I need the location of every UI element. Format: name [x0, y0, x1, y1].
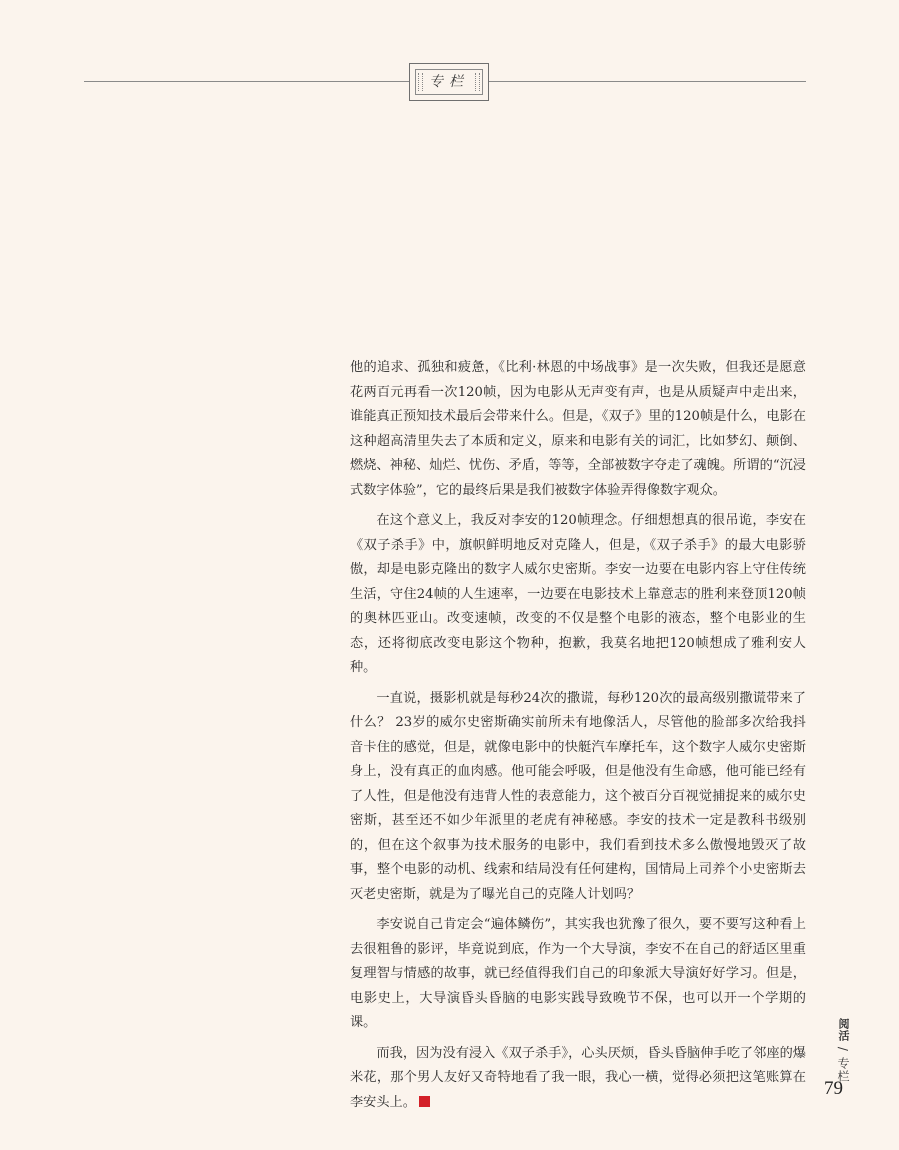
article-paragraph: 一直说，摄影机就是每秒24次的撒谎，每秒120次的最高级别撒谎带来了什么？ 23岁的威尔史密斯确实前所未有地像活人，尽管他的脸部多次给我抖音卡住的感觉，但是，就像电影中的快艇汽车摩托车，这个数字人威尔史密斯身上，没有真正的血肉感。他可能会呼吸，但是他没有生命感，他可能已经有了人性，但是他没有违背人性的表意能力，这个被百分百视觉捕捉来的威尔史密斯，甚至还不如少年派里的老虎有神秘感。李安的技术一定是教科书级别的，但在这个叙事为技术服务的电影中，我们看到技术多么傲慢地毁灭了故事，整个电影的动机、线索和结局没有任何建构，国情局上司养个小史密斯去灭老史密斯，就是为了曝光自己的克隆人计划吗？: [350, 690, 806, 902]
column-label-box: [409, 63, 489, 101]
page-number: 79: [824, 1078, 843, 1099]
article-paragraph: 李安说自己肯定会“遍体鳞伤”，其实我也犹豫了很久，要不要写这种看上去很粗鲁的影评，毕竟说到底，作为一个大导演，李安不在自己的舒适区里重复理智与情感的故事，就已经值得我们自己的印象派大导演好好学习。但是，电影史上，大导演昏头昏脑的电影实践导致晚节不保，也可以开一个学期的课。: [350, 917, 806, 1030]
article-paragraph: 他的追求、孤独和疲惫，《比利·林恩的中场战事》是一次失败，但我还是愿意花两百元再看一次120帧，因为电影从无声变有声，也是从质疑声中走出来，谁能真正预知技术最后会带来什么。但是，《双子》里的120帧是什么，电影在这种超高清里失去了本质和定义，原来和电影有关的词汇，比如梦幻、颠倒、燃烧、神秘、灿烂、忧伤、矛盾，等等，全部被数字夺走了魂魄。所谓的“沉浸式数字体验”，它的最终后果是我们被数字体验弄得像数字观众。: [350, 360, 806, 498]
article-paragraph: 在这个意义上，我反对李安的120帧理念。仔细想想真的很吊诡，李安在《双子杀手》中，旗帜鲜明地反对克隆人，但是，《双子杀手》的最大电影骄傲，却是电影克隆出的数字人威尔史密斯。李安一边要在电影内容上守住传统生活，守住24帧的人生速率，一边要在电影技术上靠意志的胜利来登顶120帧的奥林匹亚山。改变速帧，改变的不仅是整个电影的液态，整个电影业的生态，还将彻底改变电影这个物种，抱歉，我莫名地把120帧想成了雅利安人种。: [350, 513, 806, 675]
header-rule-left: [84, 81, 410, 82]
footer-brand: 阅活: [837, 1018, 850, 1042]
article-paragraph-last-text: 而我，因为没有浸入《双子杀手》，心头厌烦，昏头昏脑伸手吃了邻座的爆米花，那个男人友好又奇特地看了我一眼，我心一横，觉得必须把这笔账算在李安头上。: [350, 1045, 806, 1110]
footer-slash: /: [836, 1046, 850, 1052]
article-paragraph-last: [350, 1042, 806, 1116]
footer-section: 专栏: [836, 1056, 850, 1083]
section-footer-mark: [838, 1018, 852, 1083]
end-of-article-mark: [419, 1096, 430, 1107]
article-body: [350, 356, 806, 1121]
column-label-text: 专栏: [429, 74, 469, 90]
header-rule-right: [488, 81, 806, 82]
